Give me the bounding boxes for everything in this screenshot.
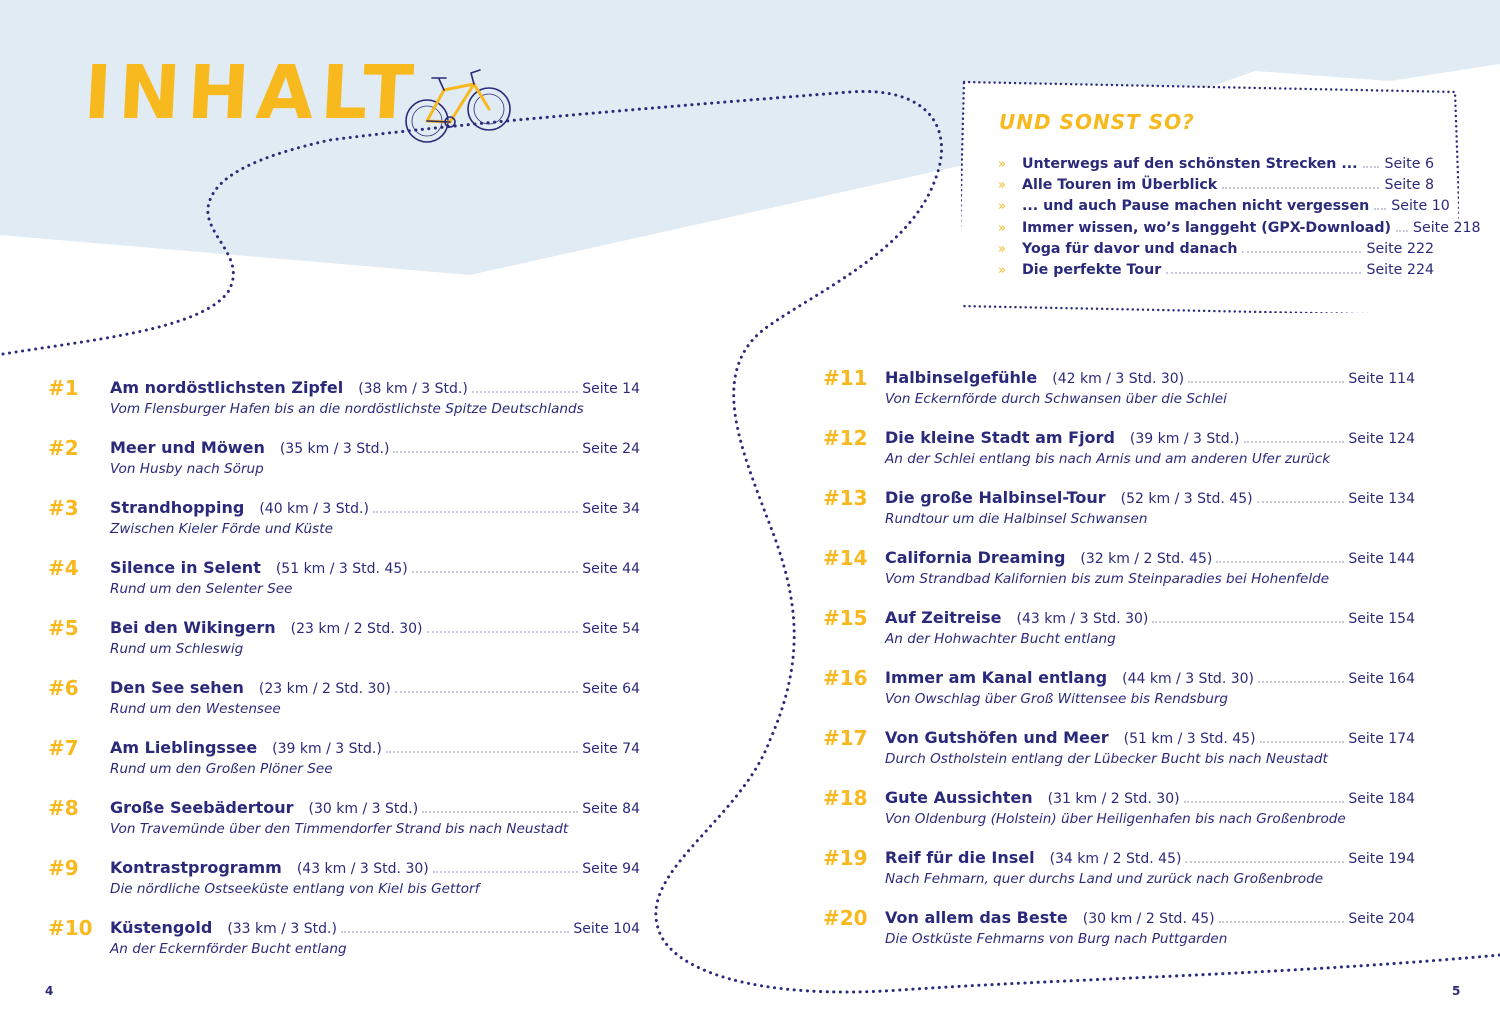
tour-name: Den See sehen <box>110 678 244 697</box>
dot-leader <box>1216 561 1344 563</box>
page-title: INHALT <box>81 50 423 136</box>
tour-name: Kontrastprogramm <box>110 858 282 877</box>
sidebar-item-label: Immer wissen, wo’s langgeht (GPX-Download) <box>1022 219 1391 236</box>
sidebar-title: UND SONST SO? <box>999 110 1195 134</box>
dot-leader <box>1257 501 1345 503</box>
tour-page: Seite 34 <box>582 501 640 517</box>
tour-entry[interactable] <box>48 556 640 616</box>
tour-page: Seite 64 <box>582 681 640 697</box>
tour-number: #14 <box>823 546 868 570</box>
tour-stats: (30 km / 3 Std.) <box>308 801 419 817</box>
tour-description: Nach Fehmarn, quer durchs Land und zurück nach Großenbrode <box>885 871 1324 887</box>
tour-stats: (43 km / 3 Std. 30) <box>1016 611 1149 627</box>
tour-stats: (43 km / 3 Std. 30) <box>296 861 429 877</box>
dot-leader <box>395 691 578 693</box>
tour-page: Seite 174 <box>1348 731 1415 747</box>
dot-leader <box>341 931 569 933</box>
tour-row <box>110 737 640 760</box>
tour-name: Gute Aussichten <box>885 788 1033 807</box>
tour-list-right <box>823 366 1415 966</box>
tour-description: Von Eckernförde durch Schwansen über die Schlei <box>885 391 1227 407</box>
tour-page: Seite 14 <box>582 381 640 397</box>
dot-leader <box>1185 861 1344 863</box>
tour-row <box>110 917 640 940</box>
tour-entry[interactable] <box>823 726 1415 786</box>
tour-row <box>885 547 1415 570</box>
dot-leader <box>1152 621 1344 623</box>
tour-name: Bei den Wikingern <box>110 618 276 637</box>
tour-row <box>110 617 640 640</box>
tour-entry[interactable] <box>823 666 1415 726</box>
tour-name: Reif für die Insel <box>885 848 1035 867</box>
tour-entry[interactable] <box>823 546 1415 606</box>
sidebar-item[interactable] <box>998 239 1434 260</box>
tour-page: Seite 144 <box>1348 551 1415 567</box>
tour-entry[interactable] <box>823 786 1415 846</box>
sidebar-item-label: Unterwegs auf den schönsten Strecken ... <box>1022 156 1358 172</box>
tour-row <box>885 787 1415 810</box>
tour-number: #4 <box>48 556 79 580</box>
tour-page: Seite 184 <box>1348 791 1415 807</box>
tour-number: #6 <box>48 676 79 700</box>
tour-description: Rund um den Westensee <box>110 701 281 717</box>
dot-leader <box>1396 230 1408 232</box>
tour-row <box>110 797 640 820</box>
dot-leader <box>1222 187 1379 189</box>
tour-row <box>110 557 640 580</box>
tour-number: #19 <box>823 846 868 870</box>
tour-page: Seite 124 <box>1348 431 1415 447</box>
tour-stats: (30 km / 2 Std. 45) <box>1082 911 1215 927</box>
tour-page: Seite 94 <box>582 861 640 877</box>
chevron-double-right-icon: » <box>998 157 1006 172</box>
sidebar-item-page: Seite 10 <box>1391 198 1450 215</box>
tour-row <box>885 727 1415 750</box>
tour-number: #12 <box>823 426 868 450</box>
tour-number: #2 <box>48 436 79 460</box>
sidebar-list <box>998 154 1481 281</box>
sidebar-item-label: ... und auch Pause machen nicht vergessen <box>1022 198 1370 215</box>
tour-row <box>885 607 1415 630</box>
tour-row <box>110 437 640 460</box>
tour-stats: (51 km / 3 Std. 45) <box>1123 731 1256 747</box>
tour-stats: (52 km / 3 Std. 45) <box>1120 491 1253 507</box>
tour-entry[interactable] <box>823 426 1415 486</box>
page-number-right: 5 <box>1452 984 1461 998</box>
sidebar-item-label: Alle Touren im Überblick <box>1022 177 1218 194</box>
tour-row <box>885 487 1415 510</box>
tour-page: Seite 164 <box>1348 671 1415 687</box>
tour-row <box>885 907 1415 930</box>
tour-list-left <box>48 376 640 976</box>
tour-stats: (40 km / 3 Std.) <box>259 501 369 517</box>
tour-number: #11 <box>823 366 868 390</box>
dot-leader <box>472 391 578 393</box>
chevron-double-right-icon: » <box>998 220 1006 236</box>
dot-leader <box>1219 921 1345 923</box>
tour-row <box>885 367 1415 390</box>
sidebar-item-page: Seite 218 <box>1413 219 1481 236</box>
tour-entry[interactable] <box>823 846 1415 906</box>
chevron-double-right-icon: » <box>998 178 1006 194</box>
tour-entry[interactable] <box>48 616 640 676</box>
tour-number: #5 <box>48 616 79 640</box>
tour-description: Die Ostküste Fehmarns von Burg nach Puttgarden <box>885 931 1228 947</box>
dot-leader <box>1184 801 1345 803</box>
tour-description: Von Husby nach Sörup <box>110 461 264 477</box>
chevron-double-right-icon: » <box>998 199 1006 215</box>
tour-page: Seite 204 <box>1348 911 1415 927</box>
tour-page: Seite 44 <box>582 561 640 577</box>
tour-name: California Dreaming <box>885 548 1066 567</box>
tour-description: Rundtour um die Halbinsel Schwansen <box>885 511 1148 527</box>
tour-description: An der Schlei entlang bis nach Arnis und am anderen Ufer zurück <box>885 451 1331 467</box>
dot-leader <box>427 631 579 633</box>
tour-name: Meer und Möwen <box>110 438 265 457</box>
tour-stats: (42 km / 3 Std. 30) <box>1052 371 1185 387</box>
tour-entry[interactable] <box>48 796 640 856</box>
tour-description: Rund um den Großen Plöner See <box>110 761 333 777</box>
chevron-double-right-icon: » <box>998 262 1006 278</box>
tour-row <box>110 677 640 700</box>
tour-stats: (31 km / 2 Std. 30) <box>1047 791 1180 807</box>
tour-number: #20 <box>823 906 868 930</box>
sidebar-item[interactable] <box>998 218 1481 239</box>
tour-name: Die kleine Stadt am Fjord <box>885 428 1115 447</box>
dot-leader <box>412 571 579 573</box>
tour-row <box>110 857 640 880</box>
tour-entry[interactable] <box>823 366 1415 426</box>
tour-name: Am nordöstlichsten Zipfel <box>110 378 344 397</box>
tour-name: Von Gutshöfen und Meer <box>885 728 1109 747</box>
dot-leader <box>1166 272 1361 274</box>
tour-number: #18 <box>823 786 868 810</box>
dot-leader <box>1244 441 1345 443</box>
tour-description: Rund um den Selenter See <box>110 581 293 597</box>
tour-stats: (39 km / 3 Std.) <box>272 741 382 757</box>
tour-stats: (39 km / 3 Std.) <box>1129 431 1240 447</box>
sidebar-item-page: Seite 224 <box>1366 261 1434 278</box>
tour-stats: (44 km / 3 Std. 30) <box>1122 671 1254 687</box>
dot-leader <box>1260 741 1345 743</box>
tour-name: Halbinselgefühle <box>885 368 1038 387</box>
tour-name: Silence in Selent <box>110 558 261 577</box>
tour-stats: (35 km / 3 Std.) <box>279 441 390 457</box>
tour-stats: (38 km / 3 Std.) <box>358 381 468 397</box>
tour-number: #13 <box>823 486 868 510</box>
tour-page: Seite 24 <box>582 441 640 457</box>
tour-number: #17 <box>823 726 868 750</box>
tour-entry[interactable] <box>48 676 640 736</box>
tour-name: Von allem das Beste <box>885 908 1068 927</box>
tour-row <box>885 427 1415 450</box>
tour-stats: (32 km / 2 Std. 45) <box>1080 551 1213 567</box>
tour-stats: (34 km / 2 Std. 45) <box>1049 851 1182 867</box>
tour-entry[interactable] <box>823 606 1415 666</box>
tour-description: Die nördliche Ostseeküste entlang von Kiel bis Gettorf <box>110 881 480 897</box>
tour-entry[interactable] <box>48 916 640 976</box>
tour-description: Rund um Schleswig <box>110 641 244 657</box>
tour-number: #9 <box>48 856 79 880</box>
chevron-double-right-icon: » <box>998 241 1006 257</box>
tour-description: Durch Ostholstein entlang der Lübecker Bucht bis nach Neustadt <box>885 751 1328 767</box>
sidebar-item[interactable] <box>998 260 1434 281</box>
tour-name: Große Seebädertour <box>110 798 294 817</box>
sidebar-item[interactable] <box>998 196 1450 217</box>
tour-entry[interactable] <box>823 486 1415 546</box>
tour-page: Seite 74 <box>582 741 640 757</box>
tour-number: #3 <box>48 496 79 520</box>
tour-page: Seite 154 <box>1348 611 1415 627</box>
sidebar-item-page: Seite 6 <box>1384 156 1434 172</box>
sidebar-item-label: Die perfekte Tour <box>1022 261 1162 278</box>
tour-number: #16 <box>823 666 868 690</box>
tour-page: Seite 104 <box>573 921 640 937</box>
bicycle-icon <box>402 66 514 148</box>
tour-entry[interactable] <box>48 736 640 796</box>
tour-number: #10 <box>48 916 93 940</box>
dot-leader <box>1363 166 1380 168</box>
dot-leader <box>393 451 578 453</box>
dot-leader <box>1188 381 1344 383</box>
tour-entry[interactable] <box>823 906 1415 966</box>
tour-name: Am Lieblingssee <box>110 738 258 757</box>
tour-number: #15 <box>823 606 868 630</box>
tour-stats: (51 km / 3 Std. 45) <box>275 561 408 577</box>
tour-entry[interactable] <box>48 436 640 496</box>
sidebar-item[interactable] <box>998 175 1434 196</box>
tour-row <box>110 377 640 400</box>
dot-leader <box>422 811 578 813</box>
tour-name: Die große Halbinsel-Tour <box>885 488 1106 507</box>
tour-page: Seite 84 <box>582 801 640 817</box>
dot-leader <box>433 871 579 873</box>
tour-name: Auf Zeitreise <box>885 608 1002 627</box>
tour-description: Vom Flensburger Hafen bis an die nordöstlichste Spitze Deutschlands <box>110 401 584 417</box>
dot-leader <box>373 511 578 513</box>
dot-leader <box>1258 681 1344 683</box>
tour-row <box>885 667 1415 690</box>
tour-description: Von Travemünde über den Timmendorfer Strand bis nach Neustadt <box>110 821 569 837</box>
dot-leader <box>386 751 578 753</box>
tour-description: Vom Strandbad Kalifornien bis zum Steinparadies bei Hohenfelde <box>885 571 1330 587</box>
sidebar-item[interactable] <box>998 154 1434 175</box>
tour-description: Zwischen Kieler Förde und Küste <box>110 521 333 537</box>
tour-page: Seite 194 <box>1348 851 1415 867</box>
tour-description: Von Owschlag über Groß Wittensee bis Rendsburg <box>885 691 1229 707</box>
tour-stats: (23 km / 2 Std. 30) <box>290 621 423 637</box>
dot-leader <box>1374 208 1386 210</box>
tour-page: Seite 134 <box>1348 491 1415 507</box>
sidebar-item-page: Seite 222 <box>1366 240 1434 257</box>
tour-description: An der Eckernförder Bucht entlang <box>110 941 347 957</box>
tour-row <box>885 847 1415 870</box>
tour-entry[interactable] <box>48 856 640 916</box>
page-number-left: 4 <box>45 984 54 998</box>
tour-number: #1 <box>48 376 79 400</box>
tour-entry[interactable] <box>48 496 640 556</box>
tour-stats: (33 km / 3 Std.) <box>227 921 337 937</box>
tour-number: #8 <box>48 796 79 820</box>
tour-page: Seite 54 <box>582 621 640 637</box>
tour-name: Küstengold <box>110 918 213 937</box>
tour-row <box>110 497 640 520</box>
tour-description: Von Oldenburg (Holstein) über Heiligenhafen bis nach Großenbrode <box>885 811 1346 827</box>
dot-leader <box>1242 251 1361 253</box>
tour-name: Strandhopping <box>110 498 245 517</box>
tour-entry[interactable] <box>48 376 640 436</box>
sidebar-item-label: Yoga für davor und danach <box>1022 240 1238 257</box>
tour-name: Immer am Kanal entlang <box>885 668 1108 687</box>
tour-stats: (23 km / 2 Std. 30) <box>258 681 391 697</box>
tour-page: Seite 114 <box>1348 371 1415 387</box>
tour-description: An der Hohwachter Bucht entlang <box>885 631 1116 647</box>
sidebar-item-page: Seite 8 <box>1384 177 1434 194</box>
tour-number: #7 <box>48 736 79 760</box>
